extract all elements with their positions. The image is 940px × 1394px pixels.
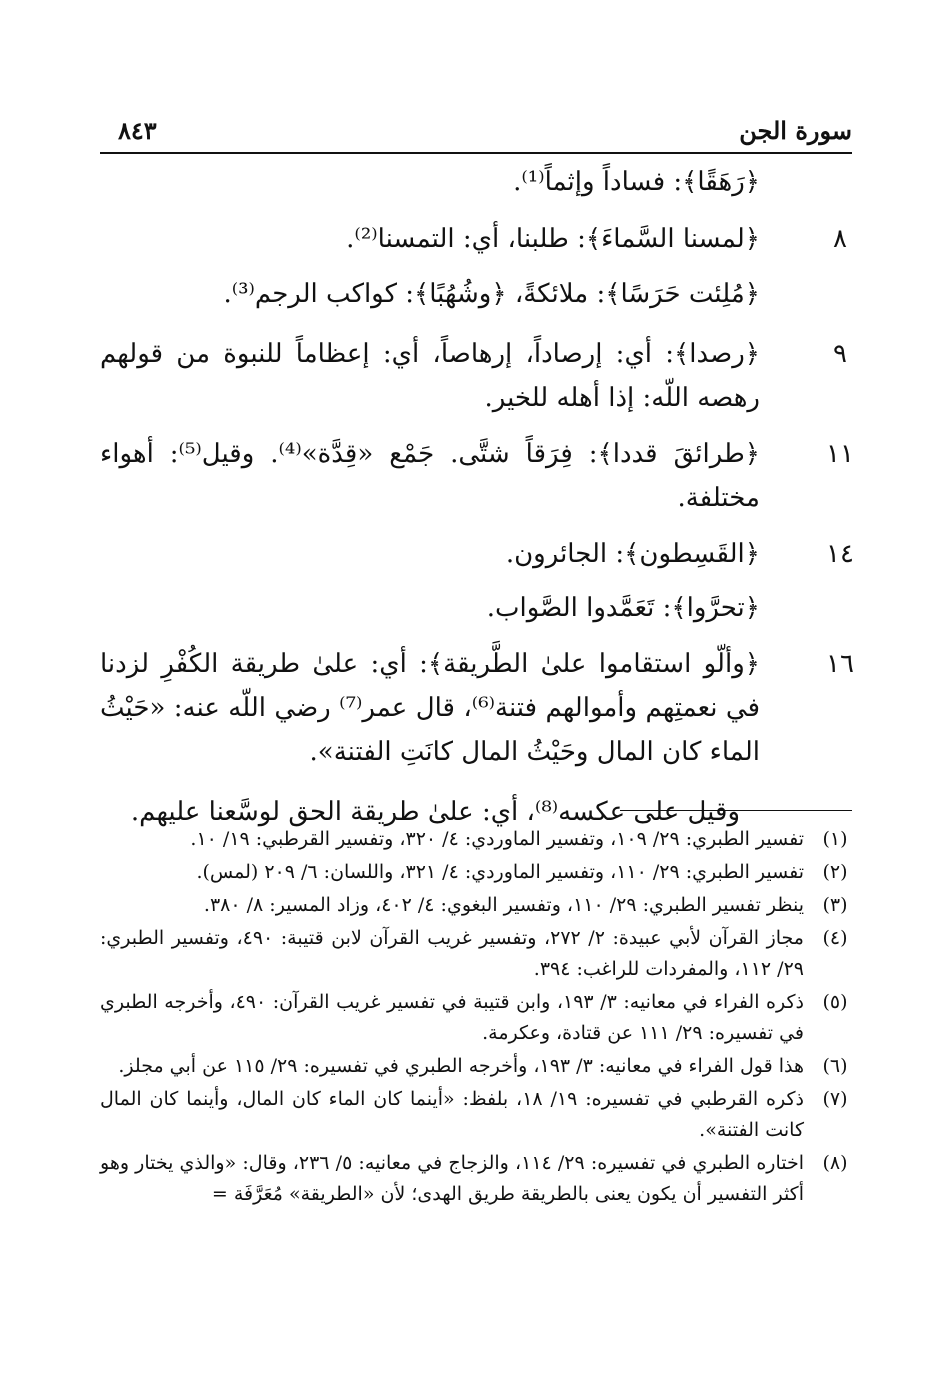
footnote xyxy=(100,1148,852,1210)
entry xyxy=(100,532,860,576)
entry-text: ﴿رصدا﴾: أي: إرصاداً، إرهاصاً، أي: إعظاماً للنبوة من قولهم رهصه اللّه: إذا أهله للخير. xyxy=(100,339,760,413)
footnote-text: اختاره الطبري في تفسيره: ٢٩/ ١١٤، والزجاج في معانيه: ٥/ ٢٣٦، وقال: «والذي يختار وهو أكثر التفسير أن يكون يعنى بالطريقة طريق الهدى؛ لأن «الطريقة» مُعَرَّفَة = xyxy=(100,1152,804,1205)
footnote-text: ذكره القرطبي في تفسيره: ١٩/ ١٨، بلفظ: «أينما كان الماء كان المال، وأينما كان المال كانت الفتنة». xyxy=(100,1088,805,1141)
entry xyxy=(100,432,860,520)
footnote-number: (٧) xyxy=(822,1088,848,1110)
footnote-text: ينظر تفسير الطبري: ٢٩/ ١١٠، وتفسير البغوي: ٤/ ٤٠٢، وزاد المسير: ٨/ ٣٨٠. xyxy=(203,894,804,916)
verse-number: ١٤ xyxy=(826,539,854,569)
footnote-number: (٨) xyxy=(822,1152,848,1174)
entry xyxy=(100,272,860,316)
entry xyxy=(100,160,860,204)
verse-number: ٩ xyxy=(833,339,847,369)
page-number: ٨٤٣ xyxy=(118,116,157,145)
footnote-number: (٢) xyxy=(822,861,848,883)
entry-text: وقيل على عكسه⁽⁸⁾، أي: علىٰ طريقة الحق لوسَّعنا عليهم. xyxy=(130,797,740,827)
entry-text: ﴿القَسِطون﴾: الجائرون. xyxy=(505,539,760,569)
footnote xyxy=(100,1084,852,1146)
verse-number: ٨ xyxy=(833,224,847,254)
verse-number: ١٦ xyxy=(826,649,854,679)
footnote-number: (١) xyxy=(822,828,848,850)
entry xyxy=(100,217,860,261)
footnote-text: مجاز القرآن لأبي عبيدة: ٢/ ٢٧٢، وتفسير غريب القرآن لابن قتيبة: ٤٩٠، وتفسير الطبري: ٢٩/ ١١٢، والمفردات للراغب: ٣٩٤. xyxy=(100,927,804,980)
footnote-number: (٤) xyxy=(822,927,848,949)
entry xyxy=(100,642,860,774)
footnote xyxy=(100,923,852,985)
footnote-number: (٦) xyxy=(822,1055,848,1077)
entry xyxy=(100,332,860,420)
entry-text: ﴿وألّو استقاموا علىٰ الطَّريقة﴾: أي: علىٰ طريقة الكُفْرِ لزدنا في نعمتِهم وأموالهم فتنة⁽⁶⁾، قال عمر⁽⁷⁾ رضي اللّه عنه: «حَيْثُ الماء كان المال وحَيْثُ المال كانَتِ الفتنة». xyxy=(100,649,761,767)
footnote xyxy=(100,890,852,921)
commentary-entries xyxy=(100,160,860,834)
entry-text: ﴿رَهَقًا﴾: فساداً وإثماً⁽¹⁾. xyxy=(513,167,760,197)
footnote xyxy=(100,824,852,855)
surah-title: سورة الجن xyxy=(739,116,852,145)
footnote xyxy=(100,857,852,888)
footnotes xyxy=(100,824,852,1212)
footnote-text: تفسير الطبري: ٢٩/ ١٠٩، وتفسير الماوردي: ٤/ ٣٢٠، وتفسير القرطبي: ١٩/ ١٠. xyxy=(190,828,804,850)
footnote xyxy=(100,1051,852,1082)
entry-text: ﴿تحرَّوا﴾: تَعَمَّدوا الصَّواب. xyxy=(486,593,760,623)
page-header xyxy=(100,112,852,154)
entry-text: ﴿طرائقَ قددا﴾: فِرَقاً شتَّى. جَمْع «قِدَّة»⁽⁴⁾. وقيل⁽⁵⁾: أهواء مختلفة. xyxy=(100,439,760,513)
entry-text: ﴿لمسنا السَّماءَ﴾: طلبنا، أي: التمسنا⁽²⁾. xyxy=(346,224,760,254)
verse-number: ١١ xyxy=(826,439,854,469)
footnote-divider xyxy=(620,810,852,811)
entry-text: ﴿مُلِئت حَرَسًا﴾: ملائكةً، ﴿وشُهُبًا﴾: كواكب الرجم⁽³⁾. xyxy=(223,279,760,309)
footnote-number: (٣) xyxy=(822,894,848,916)
entry xyxy=(100,586,860,630)
footnote-number: (٥) xyxy=(822,991,848,1013)
footnote-text: تفسير الطبري: ٢٩/ ١١٠، وتفسير الماوردي: ٤/ ٣٢١، واللسان: ٦/ ٢٠٩ (لمس). xyxy=(196,861,804,883)
footnote-text: ذكره الفراء في معانيه: ٣/ ١٩٣، وابن قتيبة في تفسير غريب القرآن: ٤٩٠، وأخرجه الطبري في تفسيره: ٢٩/ ١١١ عن قتادة، وعكرمة. xyxy=(100,991,804,1044)
footnote xyxy=(100,987,852,1049)
footnote-text: هذا قول الفراء في معانيه: ٣/ ١٩٣، وأخرجه الطبري في تفسيره: ٢٩/ ١١٥ عن أبي مجلز. xyxy=(118,1055,804,1077)
